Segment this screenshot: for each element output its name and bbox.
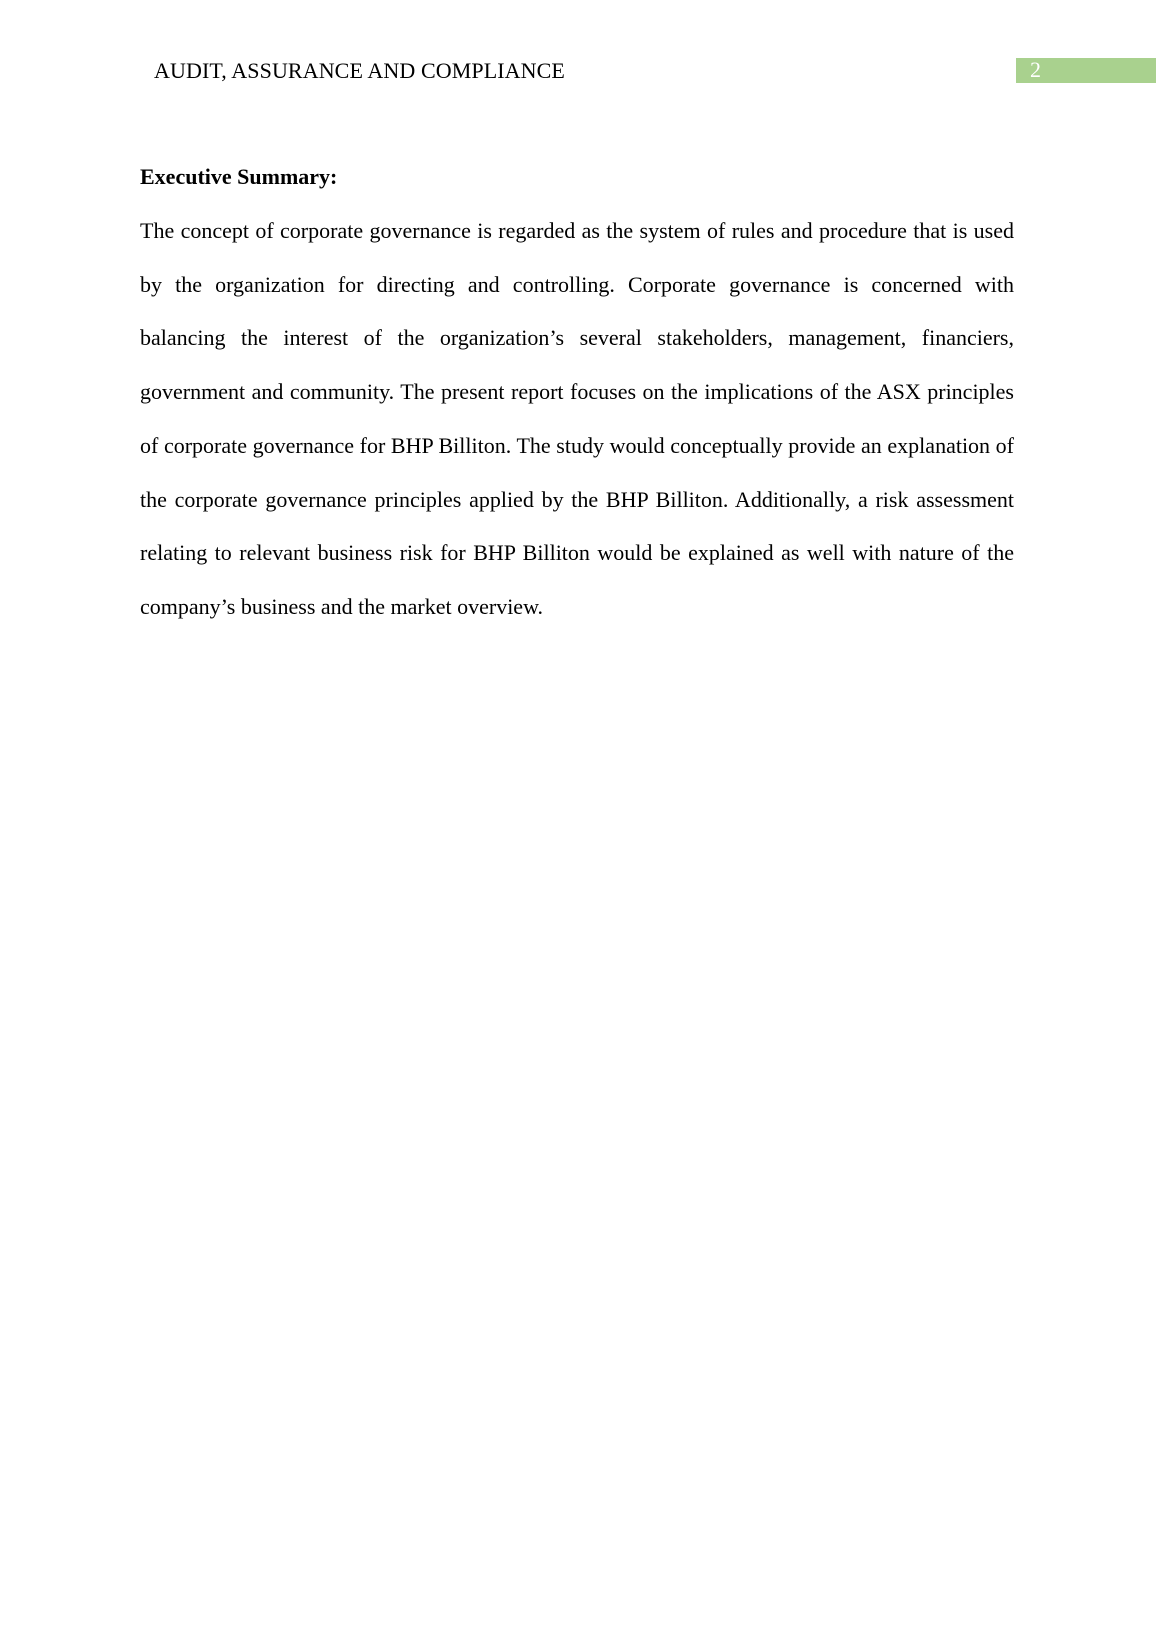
page-number: 2 <box>1030 57 1041 82</box>
section-heading: Executive Summary: <box>140 164 338 189</box>
body-paragraph: The concept of corporate governance is regarded as the system of rules and procedure that is used by the organization for directing and controlling. Corporate governance is concerned with balancing the interest of the organization’s several stakeholders, management, financiers, government and community. The present report focuses on the implications of the ASX principles of corporate governance for BHP Billiton. The study would conceptually provide an explanation of the corporate governance principles applied by the BHP Billiton. Additionally, a risk assessment relating to relevant business risk for BHP Billiton would be explained as well with nature of the company’s business and the market overview. <box>140 218 1014 619</box>
section-executive-summary <box>140 160 1014 634</box>
running-header-title: AUDIT, ASSURANCE AND COMPLIANCE <box>154 58 565 83</box>
